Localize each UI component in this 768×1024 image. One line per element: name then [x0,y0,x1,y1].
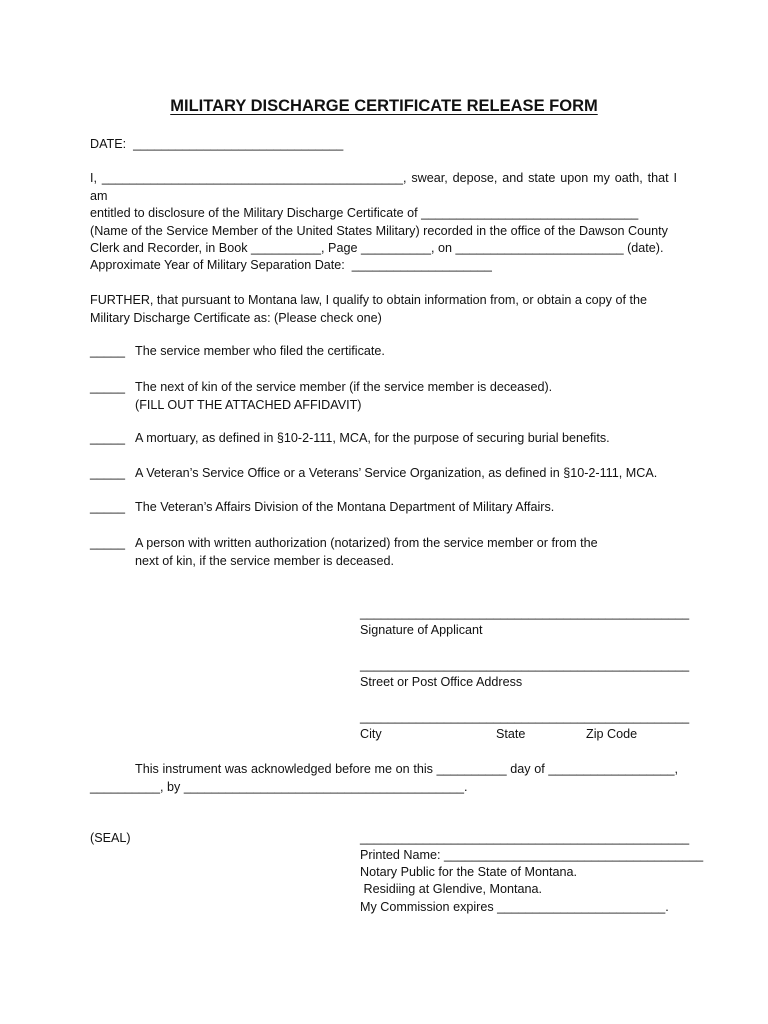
zip-label: Zip Code [586,727,638,741]
residing-line: Residiing at Glendive, Montana. [360,882,543,896]
state-label: State [496,727,526,741]
option-text: The next of kin of the service member (if the service member is deceased). (FILL OUT THE ATTACHED AFFIDAVIT) [135,380,553,412]
further-line-1: FURTHER, that pursuant to Montana law, I qualify to obtain information from, or obtain a copy of the [90,293,647,307]
notary-signature-line[interactable]: _______________________________________________ [360,831,690,845]
option-checkbox-blank[interactable]: _____ [90,536,126,550]
printed-name-line: Printed Name: _____________________________________ [360,848,704,862]
option-checkbox-blank[interactable]: _____ [90,431,126,445]
address-line[interactable]: _______________________________________________ [360,658,690,672]
option-next-of-kin [90,379,553,432]
option-text: A mortuary, as defined in §10-2-111, MCA, for the purpose of securing burial benefits. [135,431,610,445]
acknowledgment-line-1: This instrument was acknowledged before me on this __________ day of __________________, [135,762,678,776]
form-title-text: MILITARY DISCHARGE CERTIFICATE RELEASE FORM [170,97,598,115]
oath-line-3: (Name of the Service Member of the United States Military) recorded in the office of the Dawson County [90,223,668,238]
city-state-zip-line[interactable]: _______________________________________________ [360,710,690,724]
option-checkbox-blank[interactable]: _____ [90,500,126,514]
commission-expires-line: My Commission expires ________________________. [360,900,669,914]
oath-line-2: entitled to disclosure of the Military Discharge Certificate of _______________________________ [90,206,639,220]
acknowledgment-line-2: __________, by ________________________________________. [90,780,468,794]
option-text: The service member who filed the certificate. [135,344,385,358]
option-checkbox-blank[interactable]: _____ [90,466,126,480]
seal-label: (SEAL) [90,831,131,845]
option-text: The Veteran’s Affairs Division of the Montana Department of Military Affairs. [135,500,555,514]
city-label: City [360,727,382,741]
further-line-2: Military Discharge Certificate as: (Please check one) [90,310,382,325]
oath-line-1: I, ___________________________________________, swear, depose, and state upon my oath, that I am [90,171,677,203]
option-checkbox-blank[interactable]: _____ [90,344,126,358]
separation-date-line: Approximate Year of Military Separation Date: ____________________ [90,258,492,272]
date-line: DATE: ______________________________ [90,137,344,151]
notary-public-line: Notary Public for the State of Montana. [360,865,578,879]
further-paragraph [90,292,677,327]
oath-paragraph [90,170,677,258]
option-written-authorization [90,535,598,588]
signature-line[interactable]: _______________________________________________ [360,606,690,620]
option-text: A Veteran’s Service Office or a Veterans’ Service Organization, as defined in §10-2-111, MCA. [135,466,658,480]
option-checkbox-blank[interactable]: _____ [90,380,126,394]
address-label: Street or Post Office Address [360,675,523,689]
signature-label: Signature of Applicant [360,623,483,637]
oath-line-4: Clerk and Recorder, in Book __________, Page __________, on ________________________ (date). [90,241,664,255]
option-text: A person with written authorization (notarized) from the service member or from the next of kin, if the service member is deceased. [135,536,598,568]
form-title [0,95,768,117]
